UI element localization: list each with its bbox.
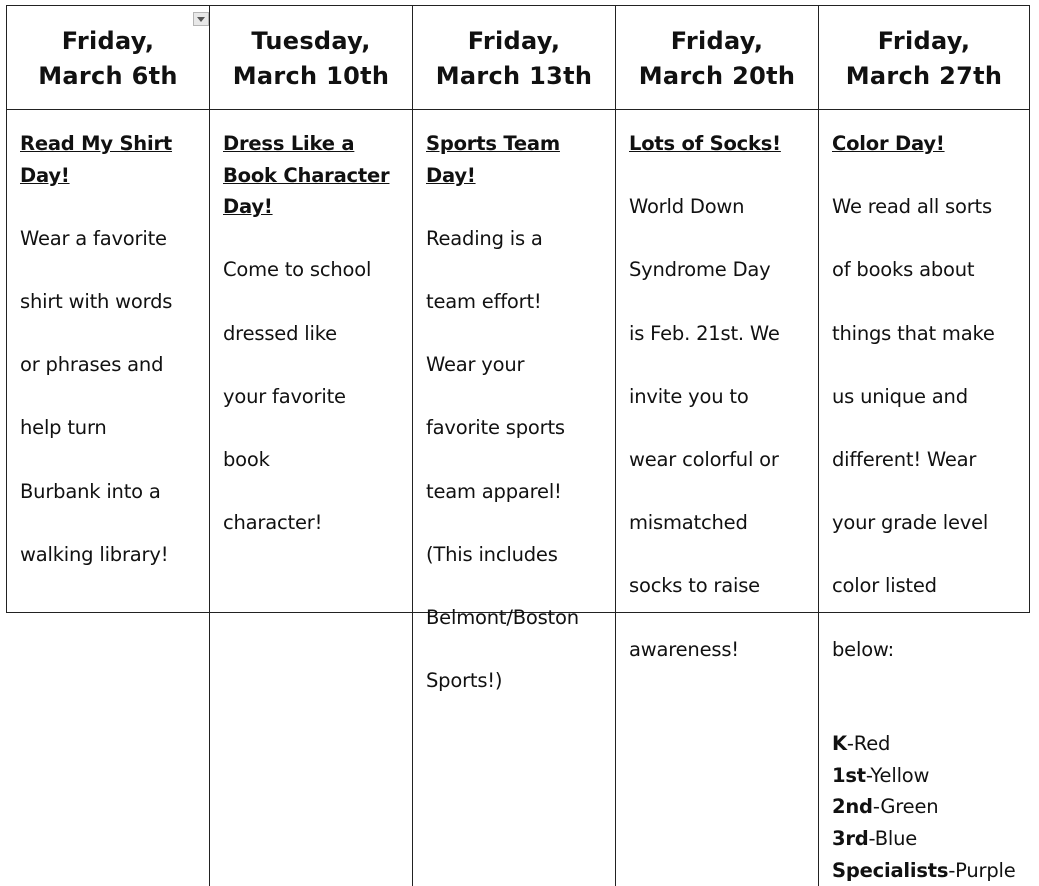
grade-color-item: [832, 728, 1017, 760]
grade-color: -Purple: [948, 858, 1016, 882]
description-line: Reading is a: [426, 226, 543, 250]
grade-label: Specialists: [832, 858, 949, 882]
grade-color: -Blue: [868, 827, 918, 851]
grade-color: -Red: [846, 732, 891, 756]
event-title: [223, 128, 400, 223]
description-line: book: [223, 447, 270, 471]
grade-label: K: [832, 732, 847, 756]
dropdown-arrow-icon[interactable]: [193, 12, 209, 26]
description-line: Come to school: [223, 258, 372, 282]
event-title-line: Lots of Socks!: [629, 132, 781, 155]
event-description: [832, 160, 1017, 697]
spirit-week-table: [6, 5, 1030, 882]
event-title-line: Day!: [20, 163, 70, 187]
description-line: team apparel!: [426, 479, 562, 503]
date-header-4: [616, 6, 819, 110]
description-line: Belmont/Boston: [426, 605, 579, 629]
description-line: different! Wear: [832, 447, 977, 471]
date-day: March 20th: [638, 61, 796, 90]
description-line: things that make: [832, 321, 995, 345]
event-title-line: Book Character: [223, 163, 390, 187]
description-line: your grade level: [832, 511, 989, 535]
description-line: (This includes: [426, 542, 558, 566]
description-line: shirt with words: [20, 289, 173, 313]
event-title-line: Sports Team: [426, 132, 560, 155]
description-line: dressed like: [223, 321, 337, 345]
event-cell-4: [616, 110, 819, 886]
description-line: invite you to: [629, 384, 749, 408]
date-weekday: Friday,: [61, 26, 155, 55]
grade-label: 2nd: [832, 795, 873, 819]
grade-color-item: [832, 791, 1017, 823]
description-line: Burbank into a: [20, 479, 161, 503]
date-day: March 6th: [38, 61, 178, 90]
event-title: [832, 128, 1017, 160]
grade-color: -Green: [872, 795, 939, 819]
date-weekday: Friday,: [467, 26, 561, 55]
description-line: walking library!: [20, 542, 169, 566]
description-line: World Down: [629, 195, 745, 219]
description-line: favorite sports: [426, 416, 565, 440]
event-title: [20, 128, 197, 191]
date-weekday: Friday,: [877, 26, 971, 55]
description-line: socks to raise: [629, 574, 760, 598]
description-line: color listed: [832, 574, 937, 598]
event-title-line: Day!: [223, 195, 273, 219]
date-header-5: [819, 6, 1029, 110]
event-cell-2: [210, 110, 413, 886]
event-title-line: Color Day!: [832, 132, 945, 155]
grade-label: 3rd: [832, 827, 869, 851]
description-line: team effort!: [426, 289, 542, 313]
event-description: [629, 160, 806, 697]
description-line: of books about: [832, 258, 975, 282]
grade-color-item: [832, 855, 1017, 886]
description-line: help turn: [20, 416, 107, 440]
date-header-2: [210, 6, 413, 110]
event-description: [20, 191, 197, 602]
description-line: us unique and: [832, 384, 968, 408]
event-title: [426, 128, 603, 191]
date-header-1: [7, 6, 210, 110]
grade-color-item: [832, 823, 1017, 855]
description-line: character!: [223, 511, 323, 535]
event-title-line: Dress Like a: [223, 132, 355, 155]
description-line: your favorite: [223, 384, 346, 408]
event-cell-1: [7, 110, 210, 886]
description-line: We read all sorts: [832, 195, 992, 219]
description-line: or phrases and: [20, 353, 164, 377]
date-header-3: [413, 6, 616, 110]
description-line: below:: [832, 637, 894, 661]
description-line: Wear a favorite: [20, 226, 167, 250]
description-line: Sports!): [426, 669, 503, 693]
event-cell-5: [819, 110, 1029, 886]
description-line: awareness!: [629, 637, 739, 661]
event-title-line: Read My Shirt: [20, 132, 173, 155]
grade-color: -Yellow: [865, 763, 930, 787]
date-day: March 10th: [232, 61, 390, 90]
grade-color-item: [832, 760, 1017, 792]
description-line: wear colorful or: [629, 447, 779, 471]
description-line: is Feb. 21st. We: [629, 321, 780, 345]
description-line: mismatched: [629, 511, 748, 535]
description-line: Wear your: [426, 353, 525, 377]
date-day: March 13th: [435, 61, 593, 90]
event-description: [426, 191, 603, 728]
event-title-line: Day!: [426, 163, 476, 187]
spacer: [832, 697, 1017, 729]
grade-label: 1st: [832, 763, 866, 787]
description-line: Syndrome Day: [629, 258, 771, 282]
date-day: March 27th: [845, 61, 1003, 90]
event-title: [629, 128, 806, 160]
event-description: [223, 223, 400, 571]
event-cell-3: [413, 110, 616, 886]
date-weekday: Friday,: [670, 26, 764, 55]
date-weekday: Tuesday,: [251, 26, 371, 55]
